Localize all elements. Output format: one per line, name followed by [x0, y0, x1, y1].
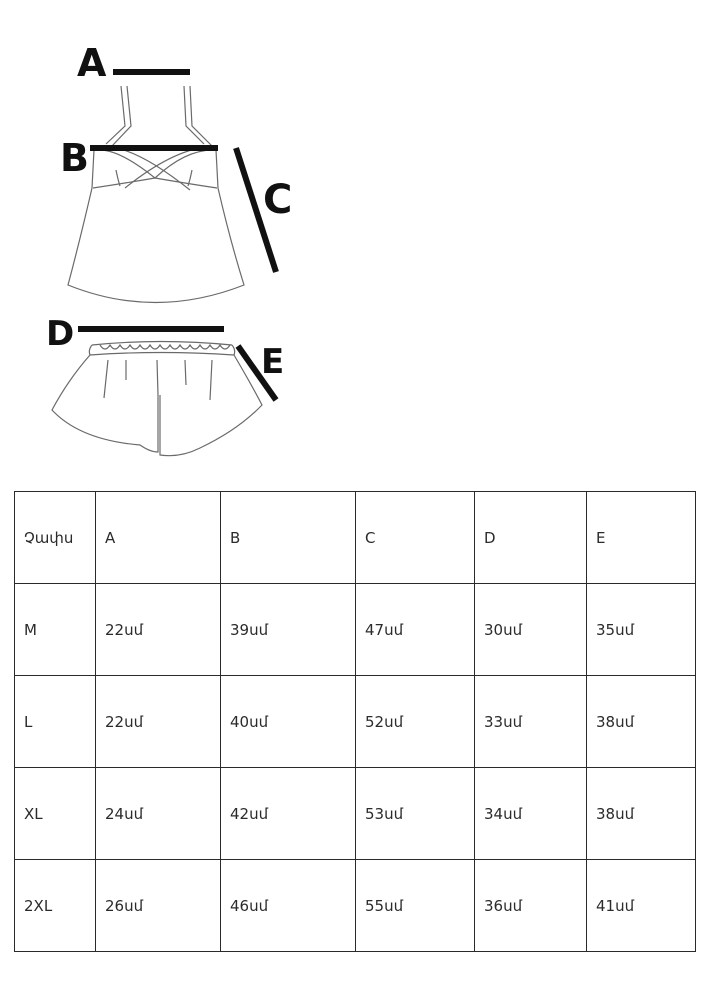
table-row	[15, 860, 696, 952]
table-cell: 53սմ	[356, 768, 475, 860]
table-cell: 55սմ	[356, 860, 475, 952]
header-cell-e: E	[587, 492, 696, 584]
header-cell-c: C	[356, 492, 475, 584]
table-row	[15, 768, 696, 860]
header-cell-a: A	[96, 492, 221, 584]
table-cell: 40սմ	[221, 676, 356, 768]
header-cell-size: Չափս	[15, 492, 96, 584]
label-e: E	[261, 342, 285, 382]
table-cell: 24սմ	[96, 768, 221, 860]
measurement-lines	[78, 72, 276, 400]
label-d: D	[46, 314, 75, 354]
table-header-row	[15, 492, 696, 584]
header-cell-b: B	[221, 492, 356, 584]
size-cell: L	[15, 676, 96, 768]
table-cell: 33սմ	[475, 676, 587, 768]
table-cell: 22սմ	[96, 676, 221, 768]
size-table	[14, 491, 696, 952]
size-cell: 2XL	[15, 860, 96, 952]
table-cell: 38սմ	[587, 676, 696, 768]
camisole-drawing	[68, 86, 244, 303]
table-cell: 30սմ	[475, 584, 587, 676]
label-a: A	[77, 41, 107, 85]
table-row	[15, 676, 696, 768]
table-cell: 36սմ	[475, 860, 587, 952]
shorts-drawing	[52, 342, 262, 456]
garment-measurement-diagram	[0, 0, 707, 480]
table-cell: 35սմ	[587, 584, 696, 676]
label-b: B	[60, 136, 89, 180]
size-cell: XL	[15, 768, 96, 860]
table-cell: 46սմ	[221, 860, 356, 952]
header-cell-d: D	[475, 492, 587, 584]
table-cell: 39սմ	[221, 584, 356, 676]
table-cell: 52սմ	[356, 676, 475, 768]
table-cell: 26սմ	[96, 860, 221, 952]
label-c: C	[263, 177, 293, 223]
table-cell: 34սմ	[475, 768, 587, 860]
table-row	[15, 584, 696, 676]
table-cell: 47սմ	[356, 584, 475, 676]
table-cell: 41սմ	[587, 860, 696, 952]
table-cell: 38սմ	[587, 768, 696, 860]
table-cell: 22սմ	[96, 584, 221, 676]
table-cell: 42սմ	[221, 768, 356, 860]
size-cell: M	[15, 584, 96, 676]
